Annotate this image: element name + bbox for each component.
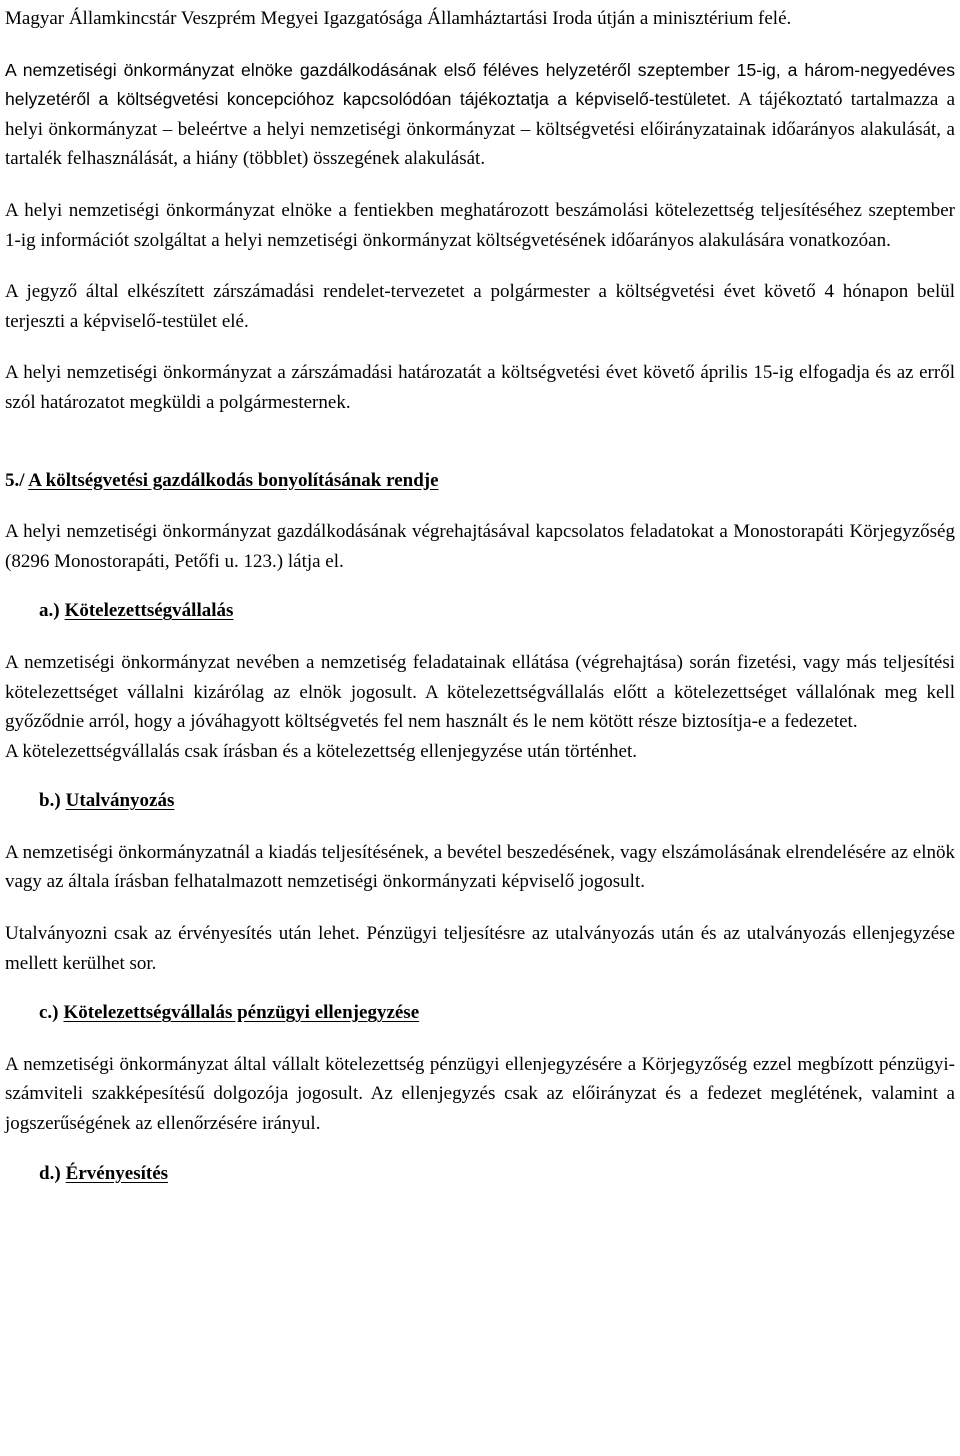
subsection-b-title: Utalványozás bbox=[65, 790, 175, 812]
section-5-heading bbox=[5, 466, 955, 496]
subsection-a-heading bbox=[5, 596, 955, 626]
subsection-d-marker: d.) bbox=[39, 1162, 61, 1184]
paragraph-submission-route: Magyar Államkincstár Veszprém Megyei Igazgatósága Államháztartási Iroda útján a minisztérium felé. bbox=[5, 8, 792, 29]
subsection-c-marker: c.) bbox=[39, 1002, 59, 1024]
section-5-title: A költségvetési gazdálkodás bonyolításának rendje bbox=[28, 469, 439, 491]
paragraph-half-year-report-serif: A tájékoztató tartalmazza a helyi önkormányzat – beleértve a helyi nemzetiségi önkormányzat – költségvetési előirányzatainak időarányos alakulását, a tartalék felhasználását, a hiány (többlet) összegének alakulását. bbox=[5, 89, 956, 170]
subsection-d-heading bbox=[5, 1159, 955, 1189]
paragraph-closing-accounts-resolution: A helyi nemzetiségi önkormányzat a zárszámadási határozatát a költségvetési évet követő április 15-ig elfogadja és az erről szól határozatot megküldi a polgármesternek. bbox=[5, 362, 955, 413]
paragraph-president-information: A helyi nemzetiségi önkormányzat elnöke a fentiekben meghatározott beszámolási kötelezettség teljesítéséhez szeptember 1-ig információt szolgáltat a helyi nemzetiségi önkormányzat költségvetésének időarányos alakulására vonatkozóan. bbox=[5, 199, 955, 251]
subsection-b-marker: b.) bbox=[39, 790, 61, 812]
document-page bbox=[5, 0, 955, 1188]
paragraph-financial-countersign: A nemzetiségi önkormányzat által vállalt kötelezettség pénzügyi ellenjegyzésére a Körjegyzőség ezzel megbízott pénzügyi-számviteli szakképesítésű dolgozója jogosult. Az ellenjegyzés csak az előirányzat és a fedezet meglétének, valamint a jogszerűségének az ellenőrzésére irányul. bbox=[5, 1053, 955, 1135]
paragraph-half-year-report-sans: A nemzetiségi önkormányzat elnöke gazdálkodásának első féléves helyzetéről szeptember 15-ig, a három-negyedéves helyzetéről a költségvetési koncepcióhoz kapcsolódóan tájékoztatja a képviselő-testületet. bbox=[5, 59, 955, 110]
paragraph-commitment-authority: A nemzetiségi önkormányzat nevében a nemzetiség feladatainak ellátása (végrehajtása) során fizetési, vagy más teljesítési kötelezettséget vállalni kizárólag az elnök jogosult. A kötelezettségvállalás előtt a kötelezettséget vállalónak meg kell győződnie arról, hogy a jóváhagyott költségvetés fel nem használt és le nem kötött része biztosítja-e a fedezetet. bbox=[5, 651, 955, 733]
section-5-number: 5./ bbox=[5, 469, 25, 491]
paragraph-authorization-right: A nemzetiségi önkormányzatnál a kiadás teljesítésének, a bevétel beszedésének, vagy elszámolásának elrendelésére az elnök vagy az általa írásban felhatalmazott nemzetiségi önkormányzati képviselő jogosult. bbox=[5, 841, 955, 893]
subsection-b-heading bbox=[5, 786, 955, 816]
paragraph-section-5-intro: A helyi nemzetiségi önkormányzat gazdálkodásának végrehajtásával kapcsolatos feladatokat a Monostorapáti Körjegyzőség (8296 Monostorapáti, Petőfi u. 123.) látja el. bbox=[5, 521, 955, 572]
subsection-d-title: Érvényesítés bbox=[65, 1162, 169, 1184]
subsection-c-title: Kötelezettségvállalás pénzügyi ellenjegyzése bbox=[63, 1002, 420, 1024]
paragraph-commitment-written: A kötelezettségvállalás csak írásban és a kötelezettség ellenjegyzése után történhet. bbox=[5, 740, 638, 762]
subsection-a-marker: a.) bbox=[39, 600, 60, 622]
subsection-a-title: Kötelezettségvállalás bbox=[64, 600, 234, 622]
paragraph-half-year-report bbox=[5, 56, 955, 174]
paragraph-closing-accounts-draft: A jegyző által elkészített zárszámadási rendelet-tervezetet a polgármester a költségvetési évet követő 4 hónapon belül terjeszti a képviselő-testület elé. bbox=[5, 281, 955, 332]
paragraph-authorization-order: Utalványozni csak az érvényesítés után lehet. Pénzügyi teljesítésre az utalványozás után és az utalványozás ellenjegyzése mellett kerülhet sor. bbox=[5, 923, 955, 974]
subsection-c-heading bbox=[5, 998, 955, 1028]
